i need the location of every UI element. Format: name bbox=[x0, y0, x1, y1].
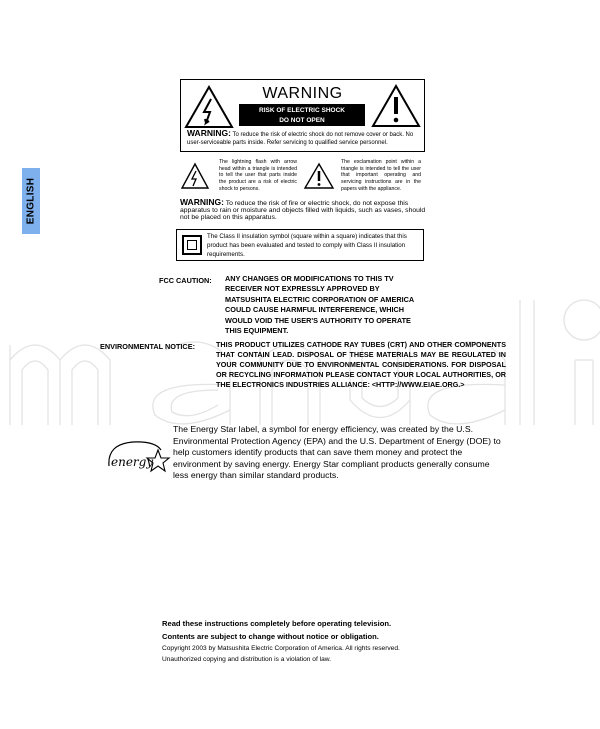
environmental-notice-text: THIS PRODUCT UTILIZES CATHODE RAY TUBES (CRT) AND OTHER COMPONENTS THAT CONTAIN LEAD. DISPOSAL OF THESE MATERIALS MAY BE REGULATED IN YOUR COMMUNITY DUE TO ENVIRONMENTAL CONSIDERATIONS. FOR DISPOSAL OR RECYCLING INFORMATION PLEASE CONTACT YOUR LOCAL AUTHORITIES, OR THE ELECTRONICS INDUSTRIES ALLIANCE: <HTTP://WWW.EIAE.ORG.> bbox=[216, 340, 506, 389]
fcc-line: THIS EQUIPMENT. bbox=[225, 326, 289, 336]
fcc-line: MATSUSHITA ELECTRIC CORPORATION OF AMERICA bbox=[225, 294, 415, 304]
lightning-note: The lightning flash with arrow head within a triangle is intended to tell the user that parts inside the product are a risk of electric shock to persons. bbox=[219, 159, 297, 192]
exclamation-triangle-small-icon bbox=[303, 162, 335, 190]
footer-copyright: Copyright 2003 by Matsushita Electric Corporation of America. All rights reserved. bbox=[162, 645, 400, 652]
language-tab[interactable] bbox=[22, 168, 40, 234]
fcc-caution-label: FCC CAUTION: bbox=[159, 276, 212, 285]
footer-unauthorized: Unauthorized copying and distribution is a violation of law. bbox=[162, 656, 331, 663]
warning-box bbox=[180, 79, 425, 152]
lightning-triangle-small-icon bbox=[180, 162, 210, 190]
class-ii-text: The Class II insulation symbol (square within a square) indicates that this product has been evaluated and tested to comply with Class II insulation requirements. bbox=[207, 233, 407, 258]
warning-title: WARNING bbox=[262, 85, 343, 102]
footer-read-instructions: Read these instructions completely before operating television. bbox=[162, 619, 392, 628]
fcc-line: ANY CHANGES OR MODIFICATIONS TO THIS TV bbox=[225, 274, 394, 283]
language-tab-label: ENGLISH bbox=[25, 177, 37, 225]
energy-star-logo-icon bbox=[103, 436, 171, 476]
footer bbox=[162, 618, 452, 665]
exclamation-note: The exclamation point within a triangle is intended to tell the user that important operating and servicing instructions are in the papers with the appliance. bbox=[341, 159, 421, 192]
warning-body: To reduce the risk of electric shock do not remove cover or back. No user-serviceable parts inside. Refer servicing to qualified service personnel. bbox=[187, 132, 414, 146]
fire-warning-body: To reduce the risk of fire or electric shock, do not expose this apparatus to rain or moisture and objects filled with liquids, such as vases, should not be placed on this apparatus. bbox=[180, 200, 426, 221]
class-ii-double-square-icon bbox=[182, 235, 202, 255]
fcc-line: RECEIVER NOT EXPRESSLY APPROVED BY bbox=[225, 284, 380, 294]
class-ii-notice bbox=[176, 229, 424, 261]
environmental-notice-label: ENVIRONMENTAL NOTICE: bbox=[100, 342, 195, 351]
fcc-line: WOULD VOID THE USER'S AUTHORITY TO OPERATE bbox=[225, 315, 411, 325]
fcc-caution-text bbox=[225, 274, 455, 336]
fcc-line: COULD CAUSE HARMFUL INTERFERENCE, WHICH bbox=[225, 305, 405, 315]
warning-text bbox=[187, 129, 418, 147]
risk-label-line2: DO NOT OPEN bbox=[279, 116, 325, 124]
risk-label bbox=[239, 104, 365, 126]
exclamation-triangle-icon bbox=[371, 84, 421, 128]
fire-warning bbox=[180, 199, 430, 221]
energy-logo-text: energy bbox=[111, 455, 154, 469]
fire-warning-prefix: WARNING: bbox=[180, 197, 224, 207]
energy-star-text: The Energy Star label, a symbol for energy efficiency, was created by the U.S. Environmental Protection Agency (EPA) and the U.S. Department of Energy (DOE) to help customers identify products that can save them money and protect the environment by saving energy. Energy Star compliant products generally consume less energy than similar standard products. bbox=[173, 424, 501, 480]
footer-change-notice: Contents are subject to change without notice or obligation. bbox=[162, 631, 379, 641]
warning-prefix: WARNING: bbox=[187, 128, 231, 138]
risk-label-line1: RISK OF ELECTRIC SHOCK bbox=[259, 107, 345, 114]
